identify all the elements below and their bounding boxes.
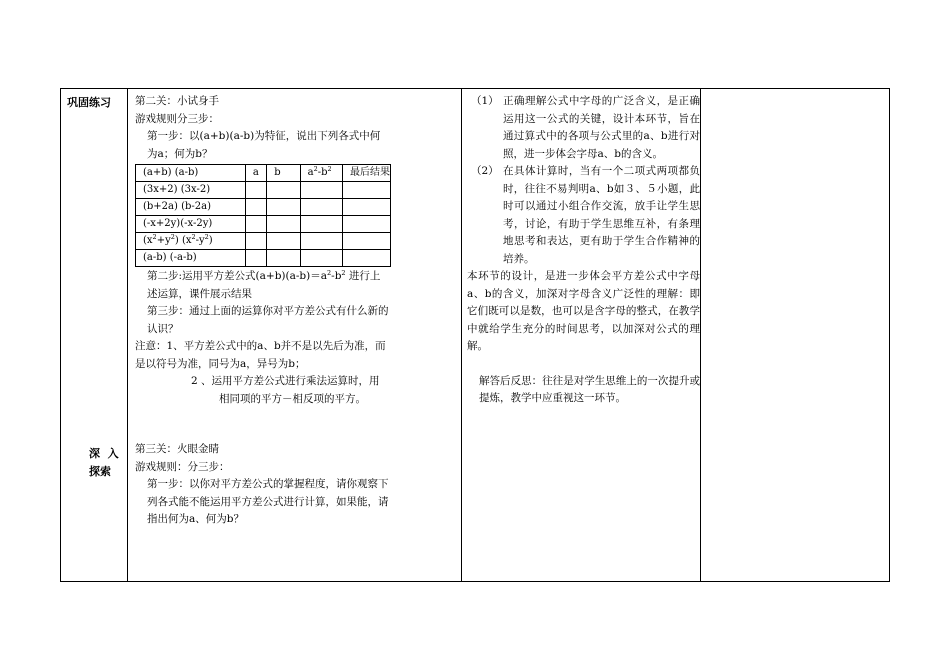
answer-cell	[300, 199, 342, 216]
answer-cell	[267, 182, 300, 199]
level2-step2: 第二步:运用平方差公式$(a+b)(a-b)=a^2-b^2$ 进行上述运算，课件展示结果	[147, 269, 381, 300]
expression-cell: (a-b) (-a-b)	[136, 250, 246, 267]
level3-step1: 第一步：以你对平方差公式的掌握程度，请你观察下列各式能不能运用平方差公式进行计算，如果能，请指出何为a、何为b？	[147, 478, 389, 525]
table-row	[136, 199, 391, 216]
answer-cell	[267, 233, 300, 250]
design-summary: 本环节的设计，是进一步体会平方差公式中字母a、b的含义，加深对字母含义广泛性的理解：即它们既可以是数，也可以是含字母的整式，在教学中就给学生充分的时间思考，以加深对公式的理解。	[467, 270, 700, 352]
header-cell: $a^2-b^2$	[300, 165, 342, 182]
table-row	[136, 216, 391, 233]
activity-column	[135, 93, 390, 529]
answer-cell	[343, 199, 391, 216]
item-text: 正确理解公式中字母的广泛含义，是正确运用这一公式的关键，设计本环节，旨在通过算式中的各项与公式里的a、b进行对照，进一步体会字母a、b的含义。	[503, 95, 700, 160]
table-row	[136, 233, 391, 250]
label-deep: 深 入	[89, 447, 119, 460]
answer-cell	[343, 250, 391, 267]
lesson-table	[60, 88, 890, 582]
level2-step3: 第三步：通过上面的运算你对平方差公式有什么新的认识？	[147, 305, 389, 335]
column-divider	[700, 89, 701, 581]
design-reflection: 解答后反思：往往是对学生思维上的一次提升或提炼，教学中应重视这一环节。	[479, 374, 700, 404]
answer-cell	[245, 182, 266, 199]
level2-rules: 游戏规则分三步：	[135, 112, 219, 125]
exercise-table	[135, 164, 391, 267]
label-explore: 探索	[89, 465, 111, 478]
design-intent-column	[467, 93, 700, 408]
answer-cell	[343, 233, 391, 250]
answer-cell	[245, 233, 266, 250]
header-cell: (a+b) (a-b)	[136, 165, 246, 182]
answer-cell	[245, 199, 266, 216]
answer-cell	[267, 216, 300, 233]
level2-title: 第二关：小试身手	[135, 95, 219, 107]
answer-cell	[300, 216, 342, 233]
level3-rules: 游戏规则：分三步：	[135, 460, 230, 473]
expression-cell: (-x+2y)(-x-2y)	[136, 216, 246, 233]
level2-step1: 第一步：以(a+b)(a-b)为特征，说出下列各式中何为a；何为b？	[147, 130, 381, 160]
design-item-1	[467, 93, 700, 163]
answer-cell	[267, 250, 300, 267]
table-header-row	[136, 165, 391, 182]
expression-cell: (b+2a) (b-2a)	[136, 199, 246, 216]
level2-note2a: 2 、运用平方差公式进行乘法运算时，用	[191, 375, 380, 387]
spacer	[467, 356, 700, 373]
spacer	[135, 408, 390, 441]
item-number: （2）	[471, 165, 499, 177]
label-consolidate: 巩固练习	[67, 96, 111, 109]
expression-cell: $(x^2+y^2)$ $(x^2-y^2)$	[136, 233, 246, 250]
item-text: 在具体计算时，当有一个二项式两项都负时，往往不易判明a、b如３、５小题，此时可以通过小组合作交流，放手让学生思考，讨论，有助于学生思维互补，有条理地思考和表达，更有助于学生合作精神的培养。	[503, 165, 700, 265]
header-cell: 最后结果	[343, 165, 391, 182]
table-row	[136, 250, 391, 267]
level2-note1: 注意：1、平方差公式中的a、b并不是以先后为准，而是以符号为准，同号为a，异号为b；	[135, 340, 386, 370]
answer-cell	[267, 199, 300, 216]
expression-cell: (3x+2) (3x-2)	[136, 182, 246, 199]
header-cell: b	[267, 165, 300, 182]
level2-note2b: 相同项的平方－相反项的平方。	[219, 392, 366, 405]
answer-cell	[300, 182, 342, 199]
column-divider	[127, 89, 128, 581]
design-item-2	[467, 163, 700, 268]
answer-cell	[300, 250, 342, 267]
item-number: （1）	[471, 95, 499, 107]
answer-cell	[245, 216, 266, 233]
answer-cell	[300, 233, 342, 250]
answer-cell	[343, 182, 391, 199]
level3-title: 第三关：火眼金睛	[135, 443, 219, 455]
answer-cell	[245, 250, 266, 267]
column-divider	[461, 89, 462, 581]
header-cell: a	[245, 165, 266, 182]
answer-cell	[343, 216, 391, 233]
table-row	[136, 182, 391, 199]
